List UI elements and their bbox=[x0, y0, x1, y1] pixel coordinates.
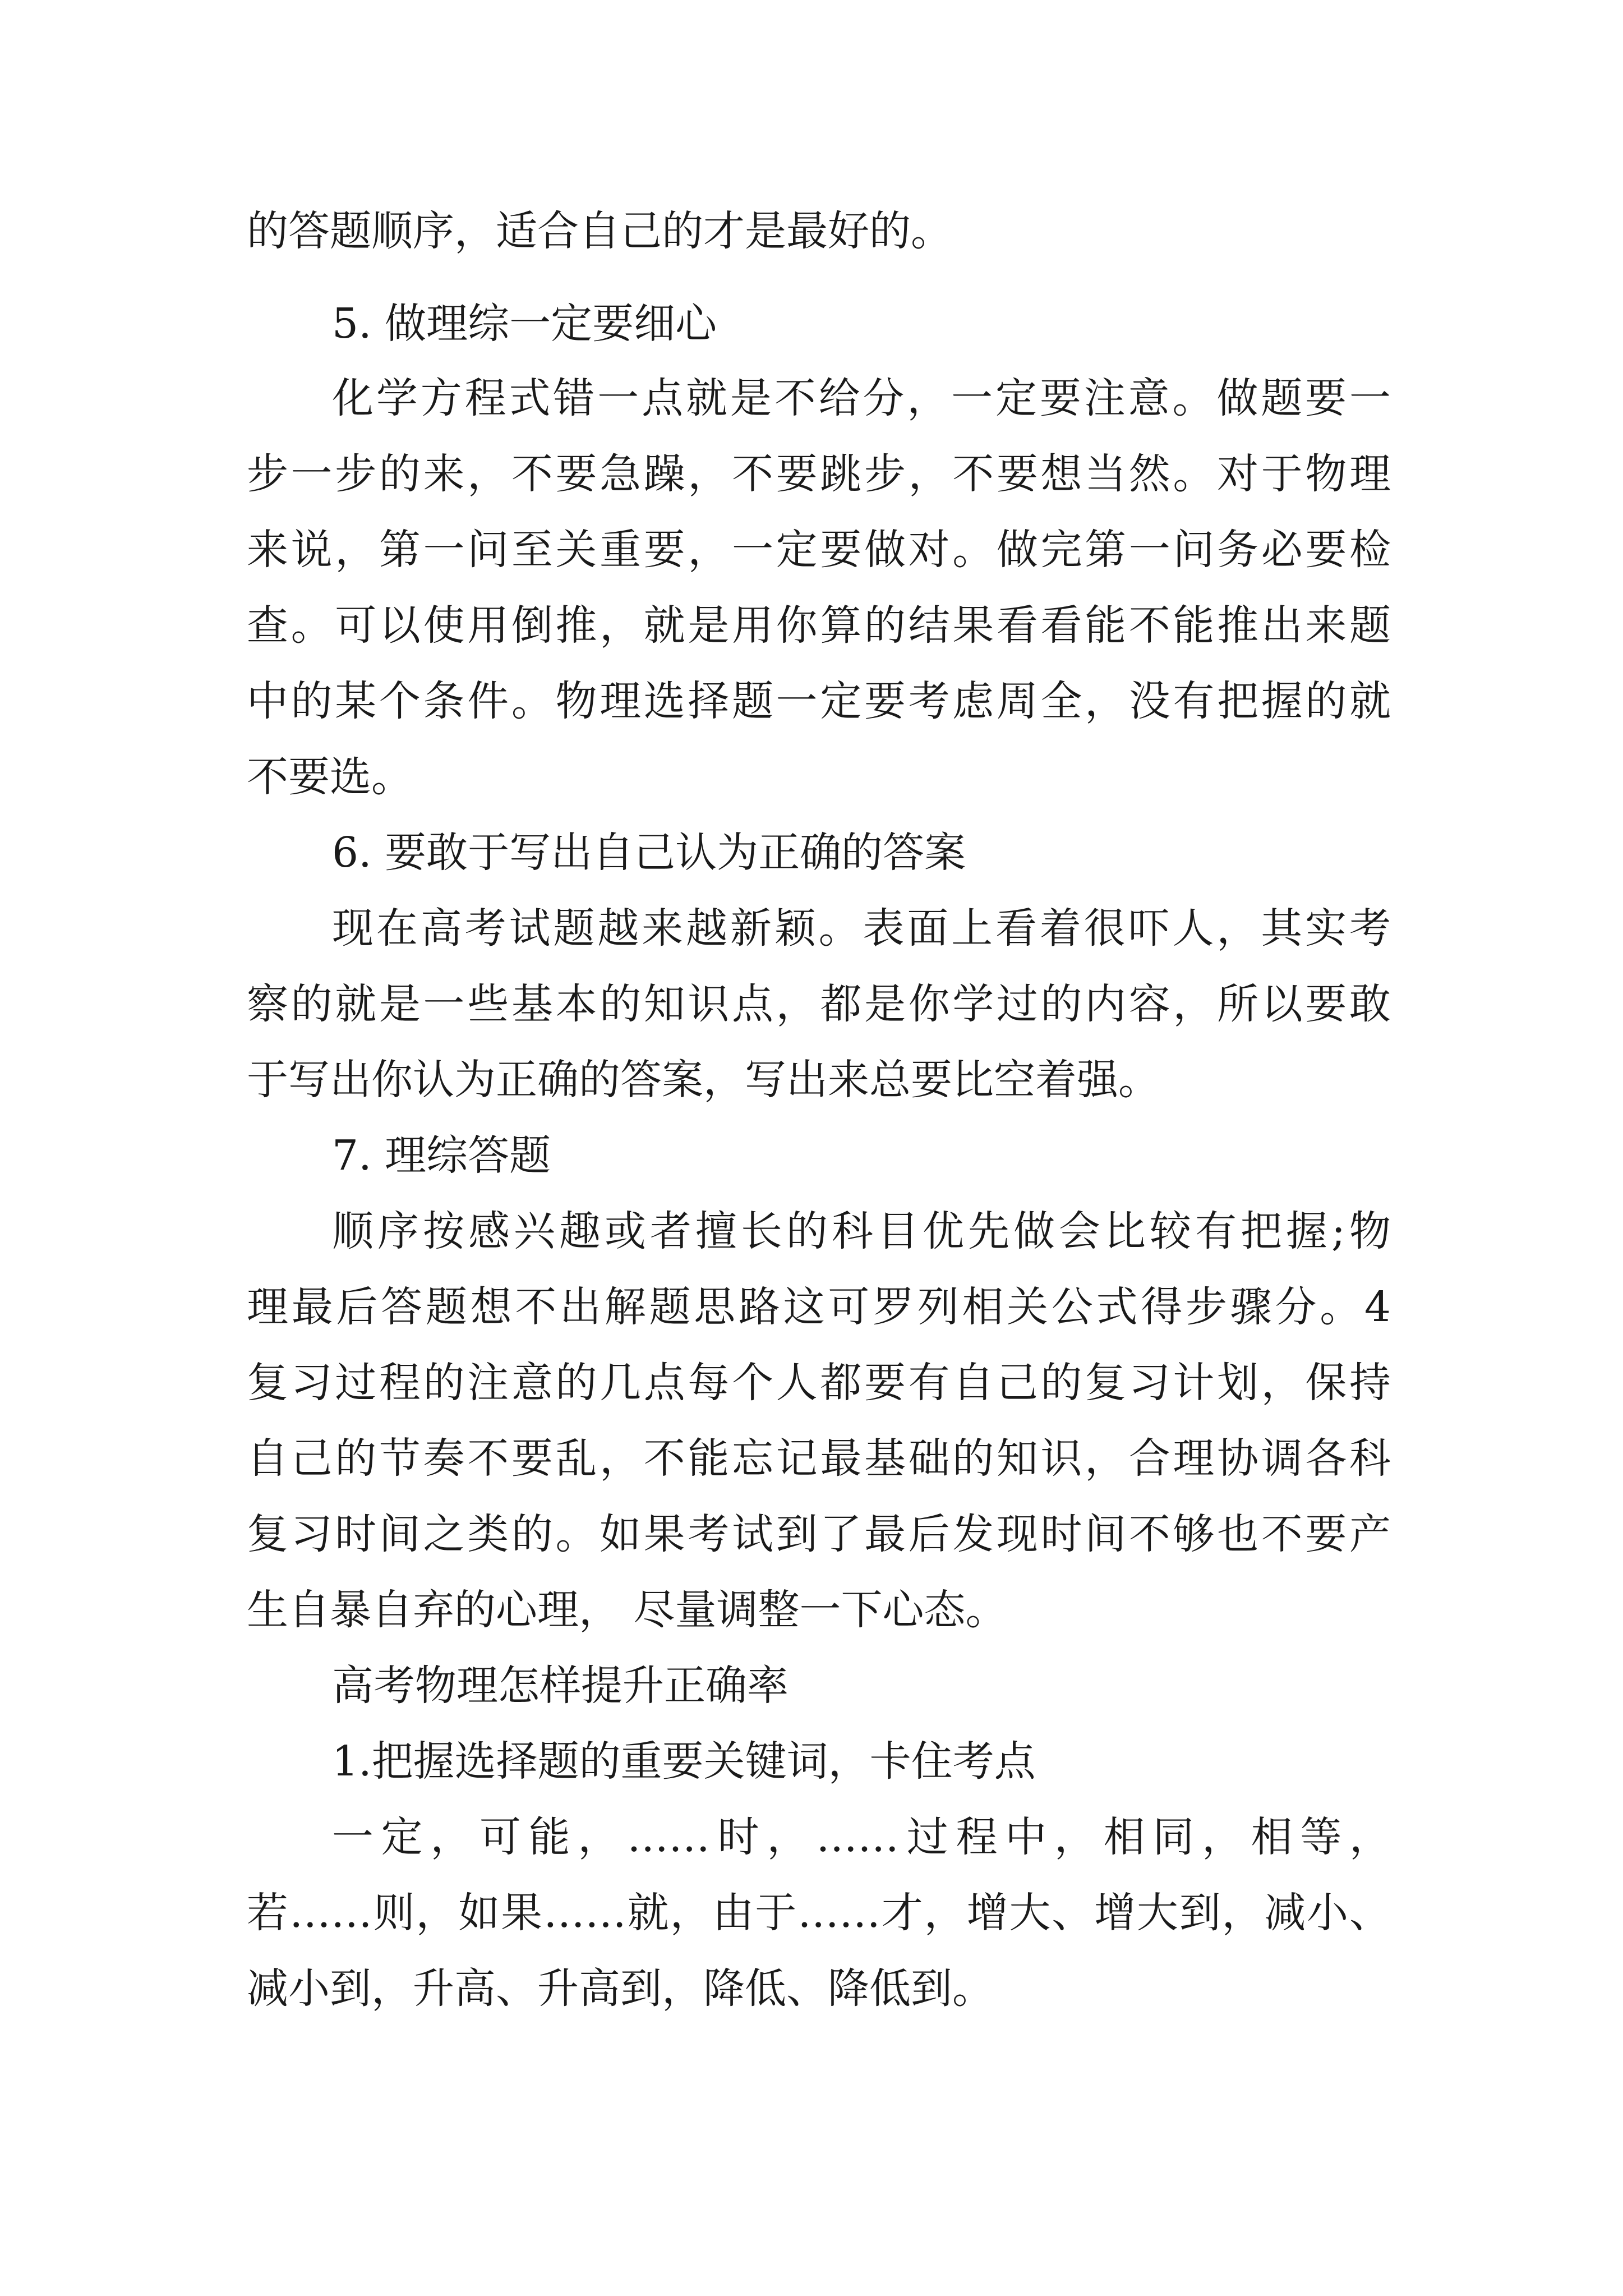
section-heading: 1.把握选择题的重要关键词，卡住考点 bbox=[332, 1737, 1036, 1786]
paragraph-line: 的答题顺序，适合自己的才是最好的。 bbox=[247, 207, 952, 255]
paragraph-line: 来说，第一问至关重要，一定要做对。做完第一问务必要检 bbox=[247, 526, 1391, 574]
paragraph-line: 中的某个条件。物理选择题一定要考虑周全，没有把握的就 bbox=[247, 677, 1391, 725]
paragraph-line: 复习过程的注意的几点每个人都要有自己的复习计划，保持 bbox=[247, 1359, 1391, 1407]
section-heading: 6. 要敢于写出自己认为正确的答案 bbox=[332, 829, 966, 877]
paragraph-line: 化学方程式错一点就是不给分，一定要注意。做题要一 bbox=[332, 374, 1391, 422]
paragraph-line: 顺序按感兴趣或者擅长的科目优先做会比较有把握;物 bbox=[332, 1207, 1391, 1255]
paragraph-line: 自己的节奏不要乱，不能忘记最基础的知识，合理协调各科 bbox=[247, 1434, 1391, 1483]
paragraph-line: 察的就是一些基本的知识点，都是你学过的内容，所以要敢 bbox=[247, 980, 1391, 1028]
section-heading: 5. 做理综一定要细心 bbox=[332, 300, 717, 348]
paragraph-line: 一定，可能，……时，……过程中，相同，相等， bbox=[332, 1813, 1391, 1861]
paragraph-line: 复习时间之类的。如果考试到了最后发现时间不够也不要产 bbox=[247, 1510, 1391, 1558]
paragraph-line: 于写出你认为正确的答案，写出来总要比空着强。 bbox=[247, 1056, 1160, 1104]
paragraph-line: 理最后答题想不出解题思路这可罗列相关公式得步骤分。4 bbox=[247, 1283, 1391, 1331]
paragraph-line: 生自暴自弃的心理， 尽量调整一下心态。 bbox=[247, 1586, 1007, 1634]
paragraph-line: 现在高考试题越来越新颖。表面上看着很吓人，其实考 bbox=[332, 904, 1391, 953]
section-heading: 高考物理怎样提升正确率 bbox=[332, 1662, 789, 1710]
paragraph-line: 步一步的来，不要急躁，不要跳步，不要想当然。对于物理 bbox=[247, 450, 1391, 498]
paragraph-line: 若……则，如果……就，由于……才，增大、增大到，减小、 bbox=[247, 1889, 1391, 1937]
paragraph-line: 查。可以使用倒推，就是用你算的结果看看能不能推出来题 bbox=[247, 601, 1391, 650]
paragraph-line: 减小到，升高、升高到，降低、降低到。 bbox=[247, 1964, 994, 2013]
section-heading: 7. 理综答题 bbox=[332, 1131, 551, 1180]
paragraph-line: 不要选。 bbox=[247, 753, 413, 801]
